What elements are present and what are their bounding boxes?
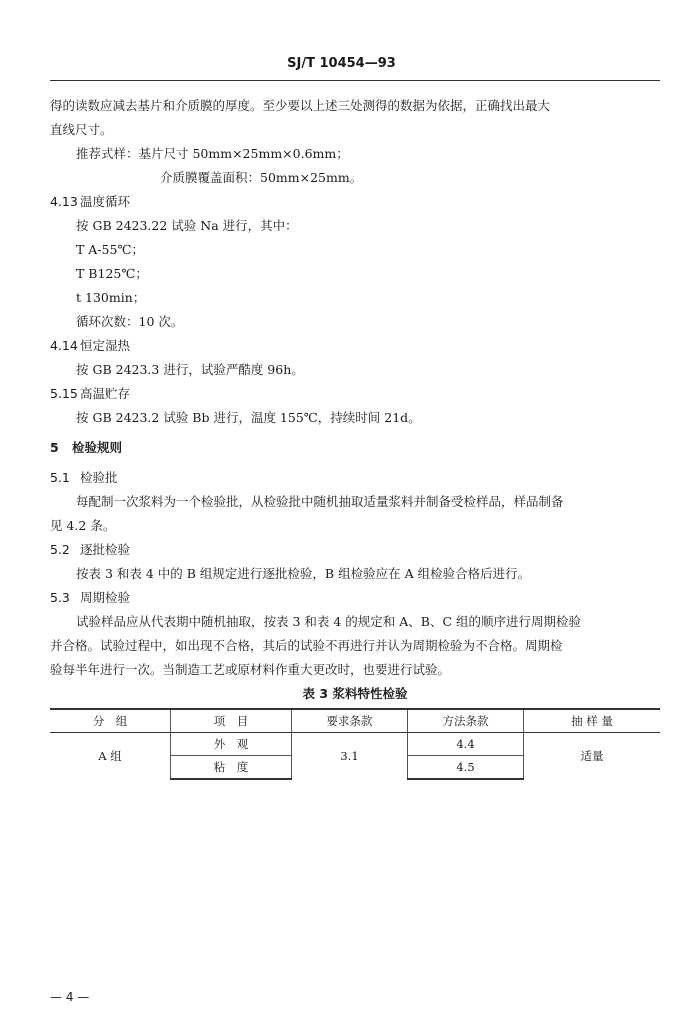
table-3: [50, 708, 660, 780]
section-4-13-heading: [50, 190, 660, 214]
table-3-title: 表 3 浆料特性检验: [302, 686, 408, 701]
col-header-requirement: 要求条款: [292, 709, 408, 733]
paragraph-line: 循环次数：10 次。: [76, 314, 184, 329]
table-row: [50, 733, 660, 756]
col-header-method: 方法条款: [408, 709, 524, 733]
paragraph-line: 得的读数应减去基片和介质膜的厚度。至少要以上述三处测得的数据为依据，正确找出最大: [50, 98, 551, 113]
section-title: 周期检验: [80, 590, 131, 605]
page-number: — 4 —: [50, 990, 90, 1004]
paragraph-line: 按 GB 2423.22 试验 Na 进行，其中：: [76, 218, 298, 233]
method-cell: 4.4: [408, 733, 524, 756]
film-area-spec: 介质膜覆盖面积：50mm×25mm。: [160, 170, 363, 185]
paragraph-line: 按 GB 2423.2 试验 Bb 进行，温度 155℃，持续时间 21d。: [76, 410, 421, 425]
section-number: 5.2: [50, 542, 70, 557]
section-title: 高温贮存: [80, 386, 131, 401]
section-4-14-heading: [50, 334, 660, 358]
paragraph-line: 并合格。试验过程中，如出现不合格，其后的试验不再进行并认为周期检验为不合格。周期检: [50, 638, 563, 653]
section-number: 5.1: [50, 470, 70, 485]
method-cell: 4.5: [408, 756, 524, 780]
paragraph-line: 按表 3 和表 4 中的 B 组规定进行逐批检验，B 组检验应在 A 组检验合格后进行。: [76, 566, 531, 581]
section-title: 温度循环: [80, 194, 131, 209]
paragraph-line: t 130min；: [76, 290, 146, 305]
col-header-sample: 抽 样 量: [524, 709, 661, 733]
sample-spec: 推荐式样：基片尺寸 50mm×25mm×0.6mm；: [76, 146, 349, 161]
header-rule: [50, 80, 660, 81]
chapter-number: 5: [50, 440, 59, 455]
section-number: 5.3: [50, 590, 70, 605]
section-title: 逐批检验: [80, 542, 131, 557]
section-title: 检验批: [80, 470, 118, 485]
paragraph-line: 每配制一次浆料为一个检验批，从检验批中随机抽取适量浆料并制备受检样品，样品制备: [76, 494, 564, 509]
section-number: 4.14: [50, 338, 78, 353]
item-cell: 粘 度: [171, 756, 292, 780]
section-5-2-heading: [50, 538, 660, 562]
section-5-3-heading: [50, 586, 660, 610]
paragraph-line: 按 GB 2423.3 进行，试验严酷度 96h。: [76, 362, 304, 377]
paragraph-line: T B125℃；: [76, 266, 148, 281]
requirement-cell: 3.1: [292, 733, 408, 780]
section-title: 恒定湿热: [80, 338, 131, 353]
document-body: [50, 94, 660, 780]
group-cell: A 组: [98, 749, 122, 763]
table-header-row: [50, 709, 660, 733]
chapter-5-heading: [50, 436, 660, 460]
section-number: 4.13: [50, 194, 78, 209]
paragraph-line: 见 4.2 条。: [50, 518, 116, 533]
chapter-title: 检验规则: [72, 440, 123, 455]
paragraph-line: 验每半年进行一次。当制造工艺或原材料作重大更改时，也要进行试验。: [50, 662, 451, 677]
paragraph-line: 试验样品应从代表期中随机抽取，按表 3 和表 4 的规定和 A、B、C 组的顺序进行周期检验: [76, 614, 582, 629]
section-5-1-heading: [50, 466, 660, 490]
col-header-group: 分 组: [50, 709, 171, 733]
paragraph-line: T A-55℃；: [76, 242, 144, 257]
paragraph-line: 直线尺寸。: [50, 122, 113, 137]
section-5-15-heading: [50, 382, 660, 406]
item-cell: 外 观: [171, 733, 292, 756]
section-number: 5.15: [50, 386, 78, 401]
sample-cell: 适量: [524, 733, 661, 780]
standard-number: SJ/T 10454—93: [287, 56, 396, 71]
col-header-item: 项 目: [171, 709, 292, 733]
